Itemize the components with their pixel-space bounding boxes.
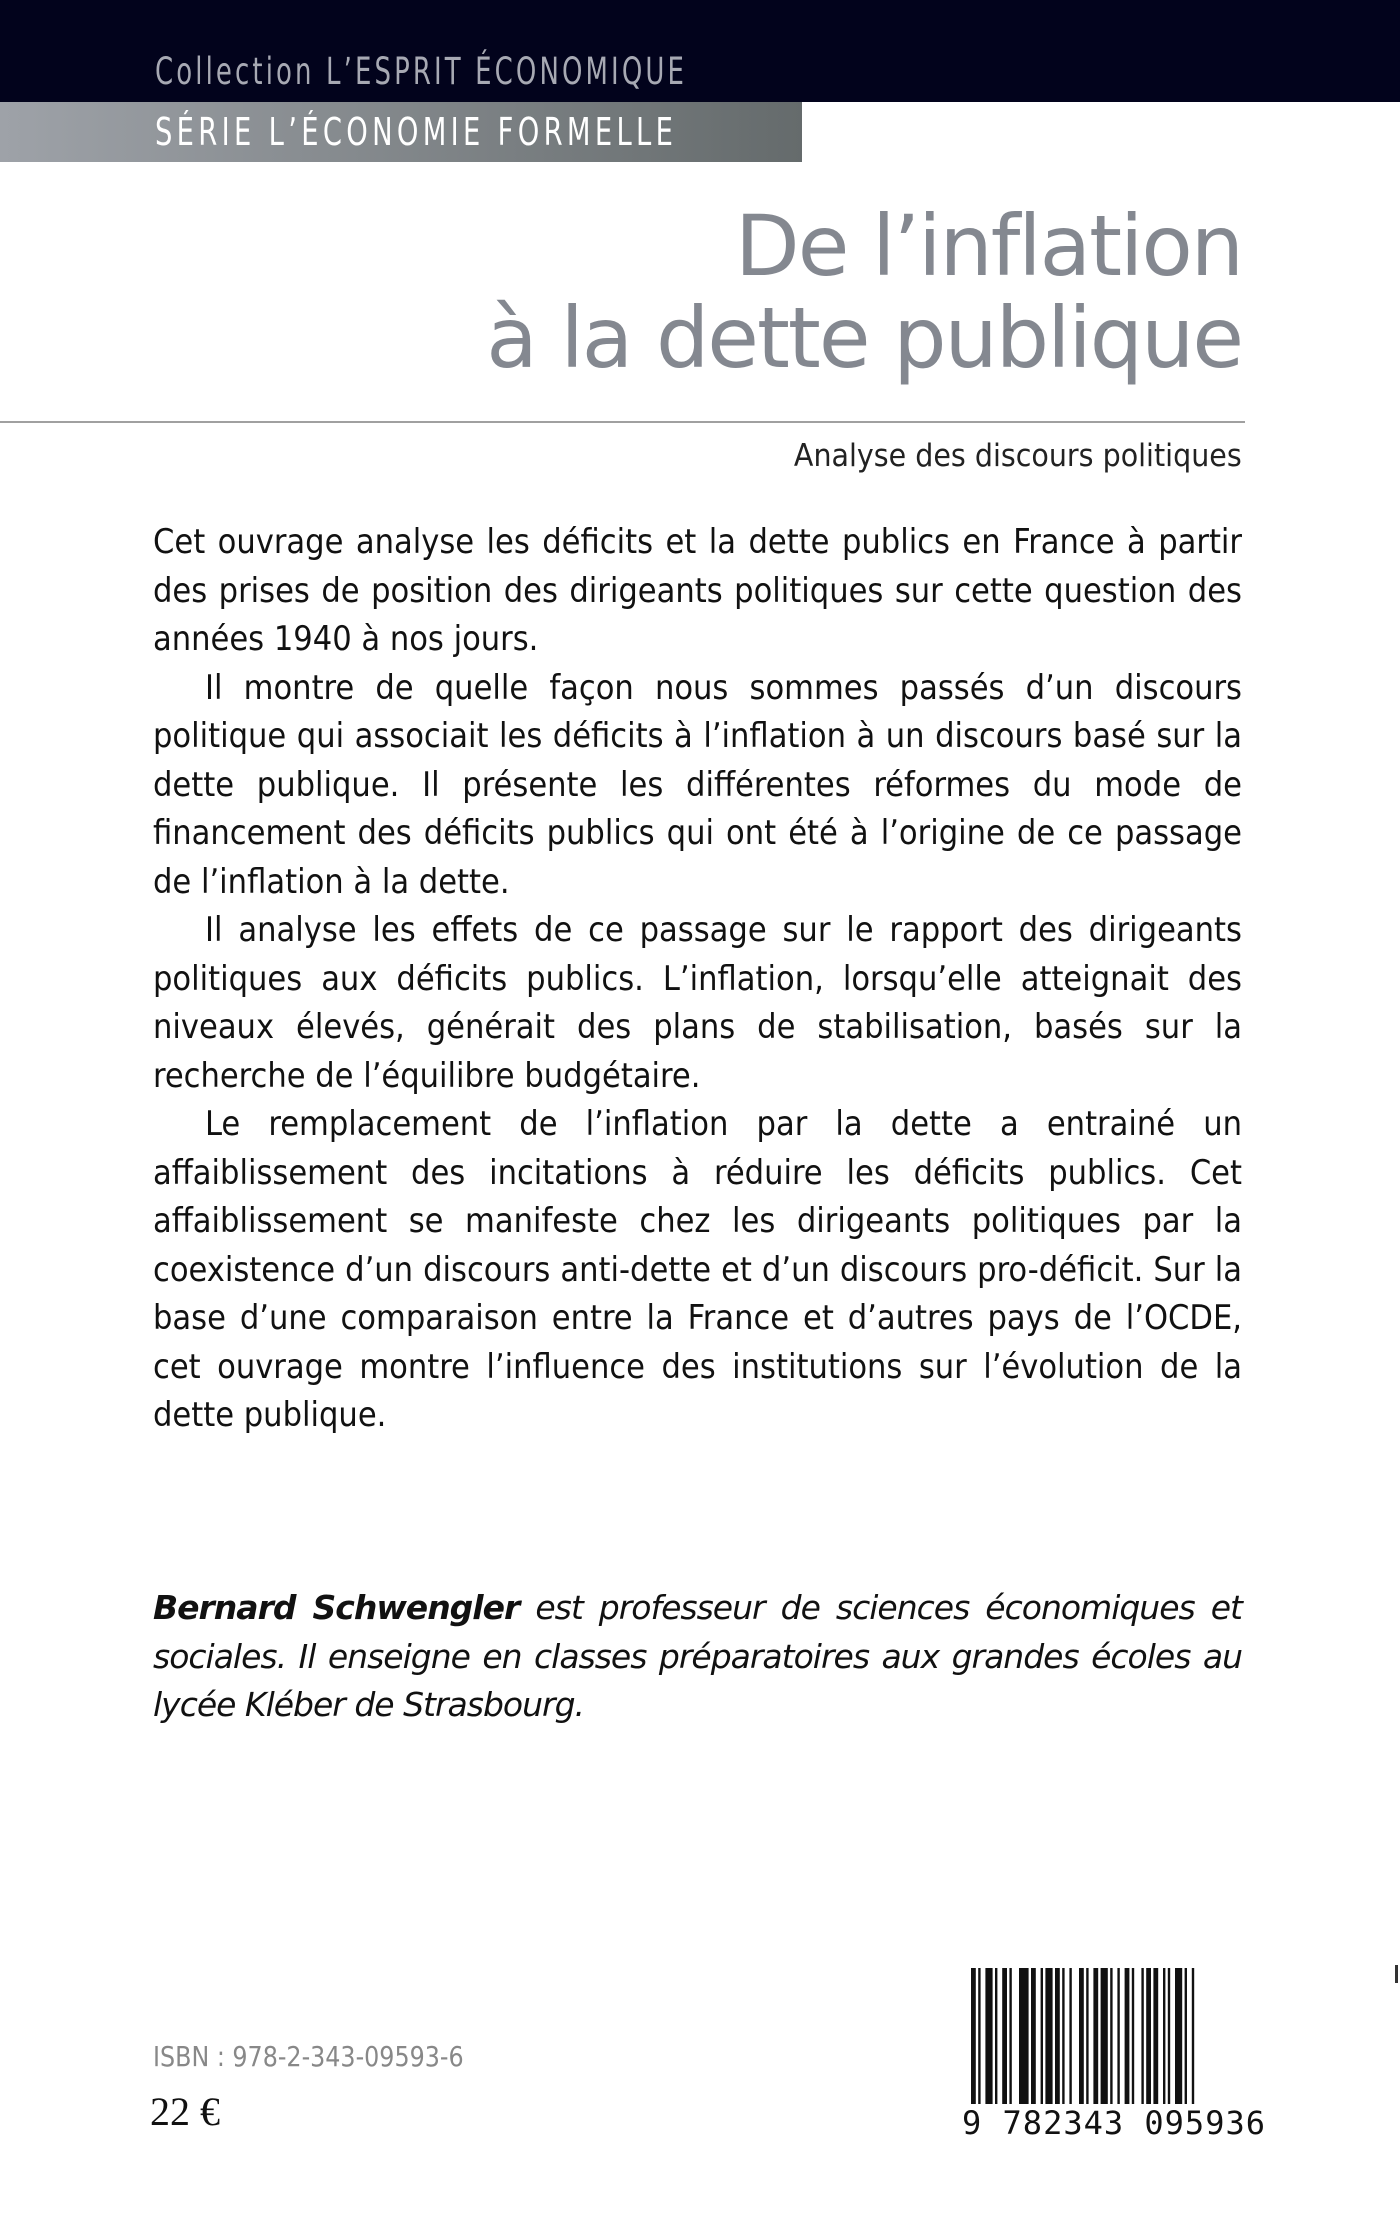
barcode-bar — [1041, 1968, 1043, 2118]
blurb-paragraph: Il analyse les effets de ce passage sur le rapport des dirigeants politiques aux déficits publics. L’inflation, lorsqu’elle atteignait des niveaux élevés, générait des plans de stabilisation, basés sur la recherche de l’équilibre budgétaire. — [153, 910, 1242, 1096]
barcode-bar — [1045, 1968, 1052, 2118]
barcode-bar — [1062, 1968, 1064, 2118]
author-name: Bernard Schwengler — [153, 1588, 520, 1627]
author-bio-text: est professeur de sciences économiques et sociales. Il enseigne en classes préparatoires aux grandes écoles au lycée Kléber de Strasbourg. — [153, 1588, 1242, 1724]
barcode-bar — [1069, 1968, 1071, 2118]
barcode-bar — [1019, 1968, 1029, 2118]
price: 22 € — [150, 2089, 220, 2134]
barcode-bar — [1132, 1968, 1134, 2118]
barcode-bar — [1163, 1968, 1165, 2118]
isbn: ISBN : 978-2-343-09593-6 — [153, 2040, 464, 2073]
blurb-paragraph: Cet ouvrage analyse les déficits et la dette publics en France à partir des prises de position des dirigeants politiques sur cette question des années 1940 à nos jours. — [153, 522, 1242, 659]
barcode-bar — [1125, 1968, 1130, 2118]
barcode-bar — [1031, 1968, 1036, 2118]
blurb-paragraph: Le remplacement de l’inflation par la dette a entrainé un affaiblissement des incitations à réduire les déficits publics. Cet affaiblissement se manifeste chez les dirigeants politiques par la coexistence d’un discours anti-dette et d’un discours pro-déficit. Sur la base d’une comparaison entre la France et d’autres pays de l’OCDE, cet ouvrage montre l’influence des institutions sur l’évolution de la dette publique. — [153, 1104, 1242, 1435]
barcode-bar — [1002, 1968, 1007, 2118]
barcode-bar — [1168, 1968, 1170, 2118]
book-title — [486, 197, 1242, 387]
barcode-bar — [1175, 1968, 1182, 2118]
barcode-bar — [1117, 1968, 1119, 2118]
collection-label: Collection L’ESPRIT ÉCONOMIQUE — [155, 50, 688, 93]
barcode-bar — [1055, 1968, 1060, 2118]
barcode-bar — [995, 1968, 997, 2118]
book-title-line-1: De l’inflation — [735, 197, 1242, 295]
barcode-bar — [985, 1968, 992, 2118]
book-subtitle: Analyse des discours politiques — [794, 438, 1242, 474]
barcode-bar — [1101, 1968, 1108, 2118]
barcode-bar — [1185, 1968, 1187, 2118]
barcode-bar — [1079, 1968, 1084, 2118]
blurb — [153, 518, 1242, 1440]
book-title-line-2: à la dette publique — [486, 289, 1242, 387]
barcode-digits: 9 782343 095936 — [962, 2104, 1266, 2142]
blurb-paragraph: Il montre de quelle façon nous sommes passés d’un discours politique qui associait les déficits à l’inflation à un discours basé sur la dette publique. Il présente les différentes réformes du mode de financement des déficits publics qui ont été à l’origine de ce passage de l’inflation à la dette. — [153, 667, 1242, 902]
title-divider — [0, 421, 1245, 423]
author-bio — [153, 1584, 1242, 1730]
barcode-bar — [1146, 1968, 1151, 2118]
trim-mark — [1395, 1965, 1398, 1983]
series-label: SÉRIE L’ÉCONOMIE FORMELLE — [155, 110, 678, 154]
barcode-bar — [1141, 1968, 1143, 2118]
barcode-bar — [1009, 1968, 1011, 2118]
barcode-bar — [1153, 1968, 1158, 2118]
barcode-bar — [1110, 1968, 1112, 2118]
